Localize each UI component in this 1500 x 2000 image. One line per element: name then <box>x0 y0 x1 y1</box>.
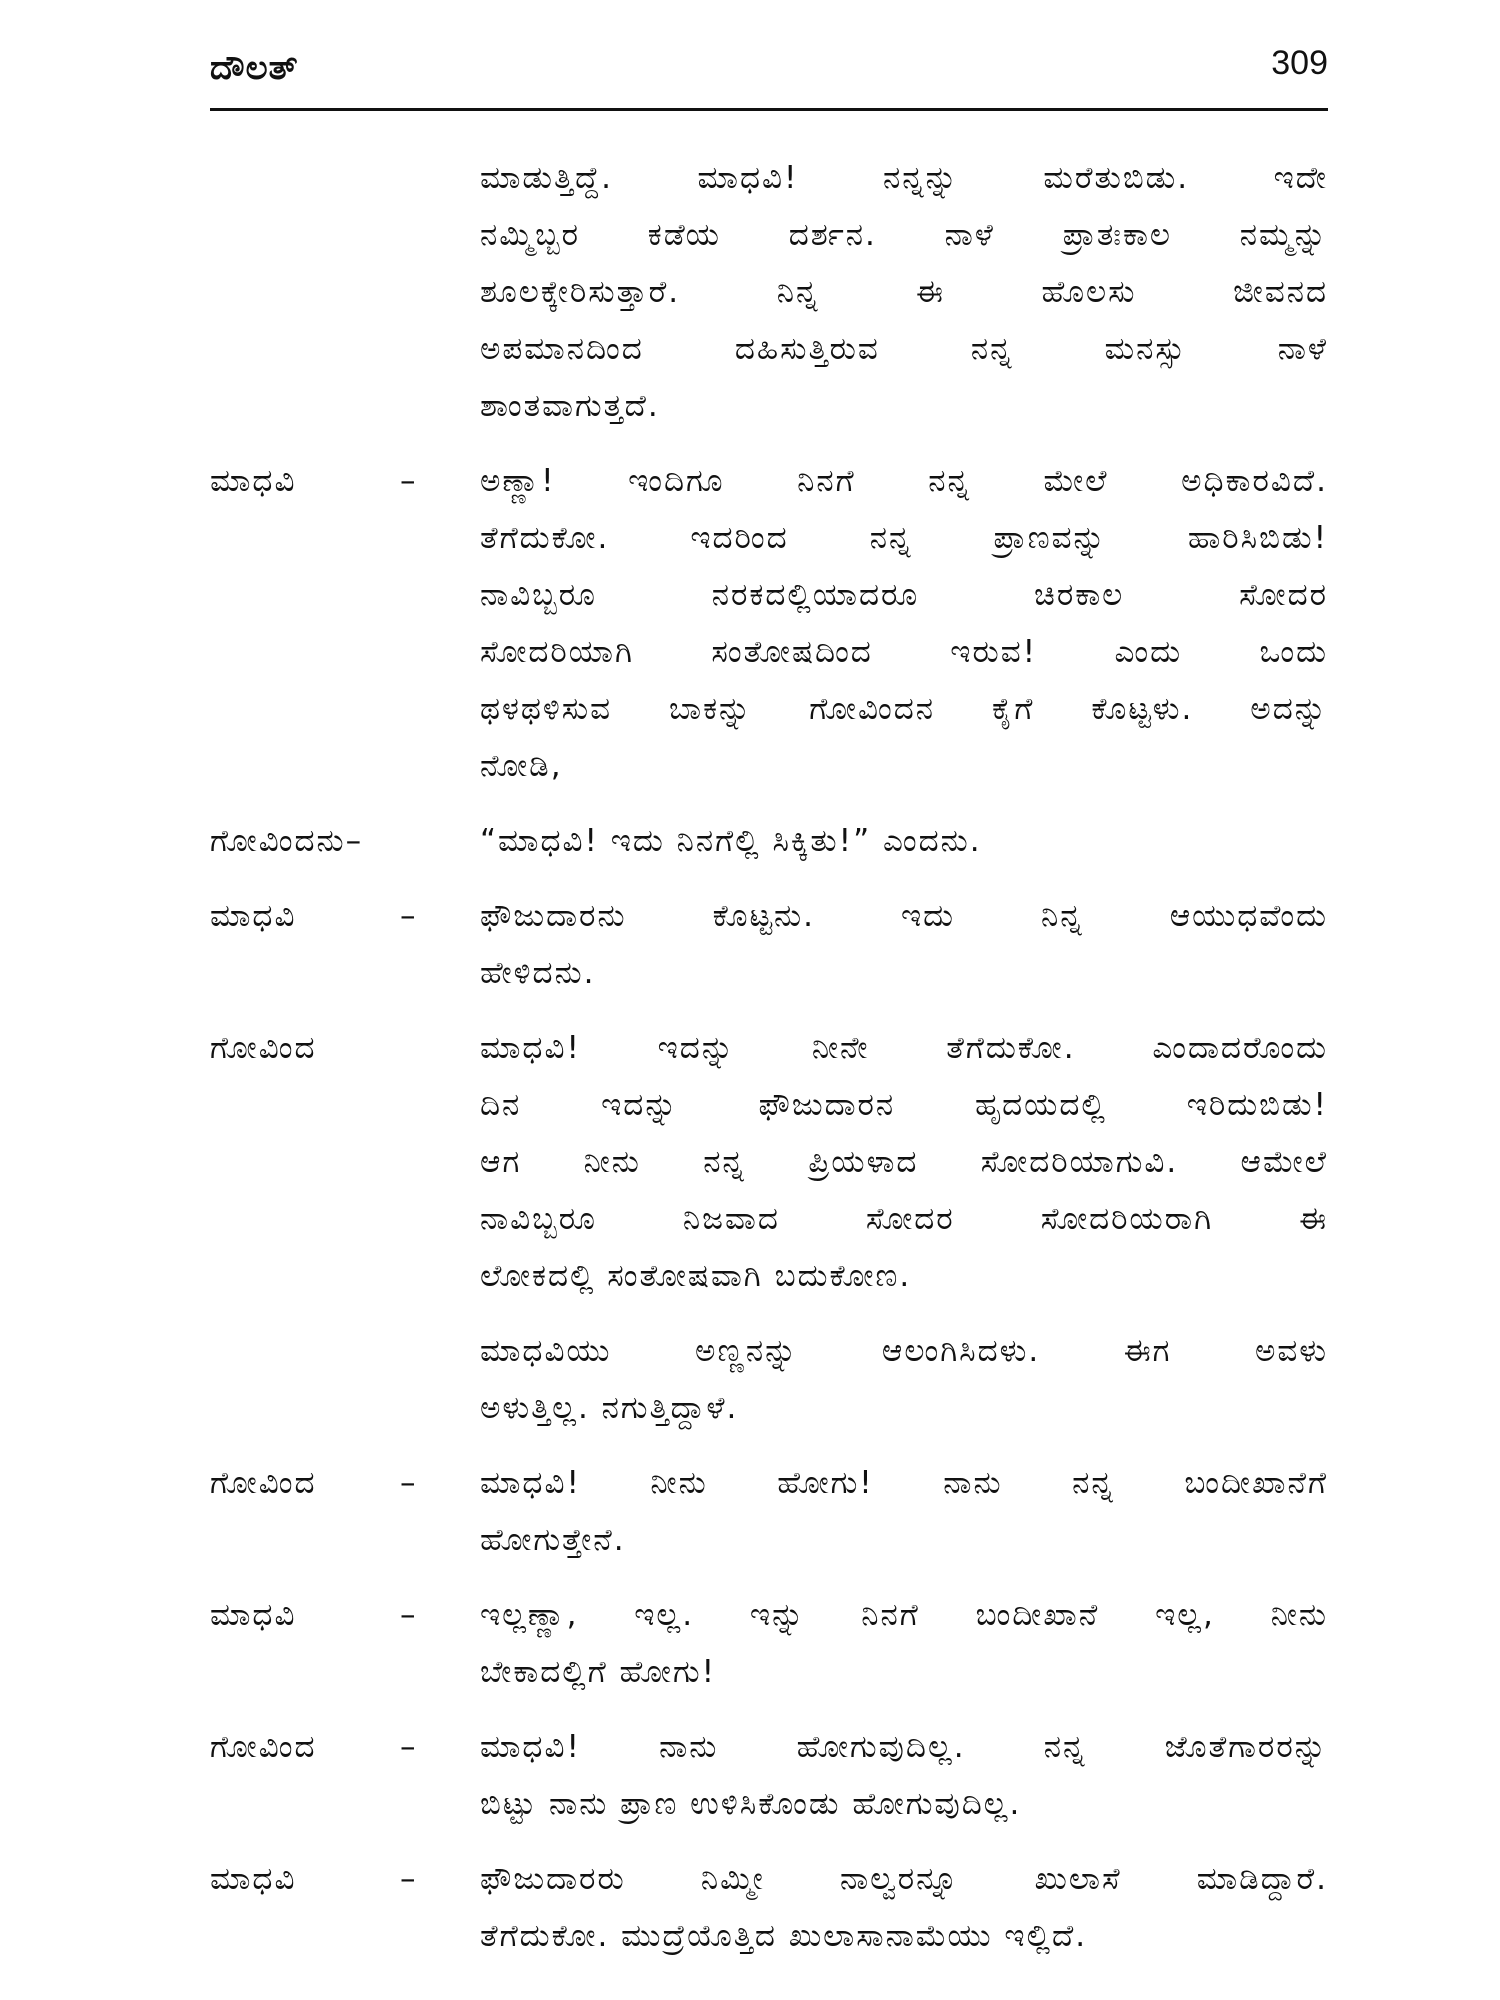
text-line: “ಮಾಧವಿ! ಇದು ನಿನಗೆಲ್ಲಿ ಸಿಕ್ಕಿತು!” ಎಂದನು. <box>480 823 982 859</box>
narration-text <box>480 1323 1328 1437</box>
speaker-name: ಮಾಧವಿ <box>210 1597 297 1633</box>
narration-text <box>480 150 1328 435</box>
speech-text <box>480 1851 1328 1965</box>
speech-text <box>480 1719 1328 1833</box>
dialogue-entry <box>210 1455 1328 1569</box>
text-line: ಶೂಲಕ್ಕೇರಿಸುತ್ತಾರೆ. ನಿನ್ನ ಈ ಹೊಲಸು ಜೀವನದ <box>480 274 1328 310</box>
text-line: ಬೇಕಾದಲ್ಲಿಗೆ ಹೋಗು! <box>480 1654 717 1690</box>
text-line: ತೆಗೆದುಕೋ. ಮುದ್ರೆಯೊತ್ತಿದ ಖುಲಾಸಾನಾಮೆಯು ಇಲ್ಲಿದೆ. <box>480 1918 1088 1954</box>
text-line: ಬಿಟ್ಟು ನಾನು ಪ್ರಾಣ ಉಳಿಸಿಕೊಂಡು ಹೋಗುವುದಿಲ್ಲ. <box>480 1786 1022 1822</box>
dialogue-entry <box>210 888 1328 1002</box>
text-line: ಸೋದರಿಯಾಗಿ ಸಂತೋಷದಿಂದ ಇರುವ! ಎಂದು ಒಂದು <box>480 634 1328 670</box>
page-number: 309 <box>1271 44 1328 82</box>
speech-text <box>480 453 1328 795</box>
text-line: ಶಾಂತವಾಗುತ್ತದೆ. <box>480 388 660 424</box>
narration-block <box>480 150 1328 435</box>
text-line: ಅಳುತ್ತಿಲ್ಲ. ನಗುತ್ತಿದ್ದಾಳೆ. <box>480 1390 739 1426</box>
dialogue-entry <box>210 1587 1328 1701</box>
text-line: ಆಗ ನೀನು ನನ್ನ ಪ್ರಿಯಳಾದ ಸೋದರಿಯಾಗುವಿ. ಆಮೇಲೆ <box>480 1144 1328 1180</box>
page-body <box>210 150 1328 1983</box>
speaker-name: ಮಾಧವಿ <box>210 463 297 499</box>
text-line: ತೆಗೆದುಕೋ. ಇದರಿಂದ ನನ್ನ ಪ್ರಾಣವನ್ನು ಹಾರಿಸಿಬಿಡು! <box>480 520 1328 556</box>
text-line: ಹೇಳಿದನು. <box>480 955 596 991</box>
page-header <box>210 40 1328 112</box>
speaker-name: ಗೋವಿಂದ <box>210 1030 317 1066</box>
text-line: ನೋಡಿ, <box>480 748 563 784</box>
dialogue-entry <box>210 453 1328 795</box>
text-line: ಫೌಜುದಾರರು ನಿಮ್ಮೀ ನಾಲ್ವರನ್ನೂ ಖುಲಾಸೆ ಮಾಡಿದ್ದಾರೆ. <box>480 1861 1328 1897</box>
running-title: ದೌಲತ್ <box>210 48 299 88</box>
speech-text <box>480 813 1328 870</box>
text-line: ದಿನ ಇದನ್ನು ಫೌಜುದಾರನ ಹೃದಯದಲ್ಲಿ ಇರಿದುಬಿಡು! <box>480 1087 1328 1123</box>
dialogue-entry <box>210 1719 1328 1833</box>
speaker-dash: – <box>400 898 418 934</box>
speaker-name: ಗೋವಿಂದನು– <box>210 823 364 859</box>
text-line: ನಾವಿಬ್ಬರೂ ನರಕದಲ್ಲಿಯಾದರೂ ಚಿರಕಾಲ ಸೋದರ <box>480 577 1328 613</box>
speaker-dash: – <box>400 1729 418 1765</box>
speaker-dash: – <box>400 1465 418 1501</box>
speaker-name: ಮಾಧವಿ <box>210 898 297 934</box>
text-line: ಅಣ್ಣಾ! ಇಂದಿಗೂ ನಿನಗೆ ನನ್ನ ಮೇಲೆ ಅಧಿಕಾರವಿದೆ. <box>480 463 1328 499</box>
dialogue-entry <box>210 1020 1328 1305</box>
text-line: ಮಾಡುತ್ತಿದ್ದೆ. ಮಾಧವಿ! ನನ್ನನ್ನು ಮರೆತುಬಿಡು. ಇದೇ <box>480 160 1328 196</box>
speech-text <box>480 1020 1328 1305</box>
speaker-name: ಮಾಧವಿ <box>210 1861 297 1897</box>
text-line: ನಮ್ಮಿಬ್ಬರ ಕಡೆಯ ದರ್ಶನ. ನಾಳೆ ಪ್ರಾತಃಕಾಲ ನಮ್ಮನ್ನು <box>480 217 1328 253</box>
speech-text <box>480 1587 1328 1701</box>
text-line: ಥಳಥಳಿಸುವ ಬಾಕನ್ನು ಗೋವಿಂದನ ಕೈಗೆ ಕೊಟ್ಟಳು. ಅದನ್ನು <box>480 691 1328 727</box>
text-line: ಮಾಧವಿ! ನಾನು ಹೋಗುವುದಿಲ್ಲ. ನನ್ನ ಜೊತೆಗಾರರನ್ನು <box>480 1729 1328 1765</box>
text-line: ನಾವಿಬ್ಬರೂ ನಿಜವಾದ ಸೋದರ ಸೋದರಿಯರಾಗಿ ಈ <box>480 1201 1328 1237</box>
dialogue-entry <box>210 813 1328 870</box>
text-line: ಫೌಜುದಾರನು ಕೊಟ್ಟನು. ಇದು ನಿನ್ನ ಆಯುಧವೆಂದು <box>480 898 1328 934</box>
dialogue-entry <box>210 1851 1328 1965</box>
speech-text <box>480 888 1328 1002</box>
speaker-name: ಗೋವಿಂದ <box>210 1729 317 1765</box>
text-line: ಮಾಧವಿಯು ಅಣ್ಣನನ್ನು ಆಲಂಗಿಸಿದಳು. ಈಗ ಅವಳು <box>480 1333 1328 1369</box>
speaker-dash: – <box>400 463 418 499</box>
header-rule <box>210 108 1328 111</box>
speaker-dash: – <box>400 1861 418 1897</box>
speaker-name: ಗೋವಿಂದ <box>210 1465 317 1501</box>
text-line: ಲೋಕದಲ್ಲಿ ಸಂತೋಷವಾಗಿ ಬದುಕೋಣ. <box>480 1258 912 1294</box>
text-line: ಅಪಮಾನದಿಂದ ದಹಿಸುತ್ತಿರುವ ನನ್ನ ಮನಸ್ಸು ನಾಳೆ <box>480 331 1328 367</box>
text-line: ಮಾಧವಿ! ನೀನು ಹೋಗು! ನಾನು ನನ್ನ ಬಂದೀಖಾನೆಗೆ <box>480 1465 1328 1501</box>
narration-block <box>480 1323 1328 1437</box>
text-line: ಹೋಗುತ್ತೇನೆ. <box>480 1522 626 1558</box>
text-line: ಇಲ್ಲಣ್ಣಾ, ಇಲ್ಲ. ಇನ್ನು ನಿನಗೆ ಬಂದೀಖಾನೆ ಇಲ್ಲ, ನೀನು <box>480 1597 1328 1633</box>
speaker-dash: – <box>400 1597 418 1633</box>
text-line: ಮಾಧವಿ! ಇದನ್ನು ನೀನೇ ತೆಗೆದುಕೋ. ಎಂದಾದರೊಂದು <box>480 1030 1328 1066</box>
speech-text <box>480 1455 1328 1569</box>
